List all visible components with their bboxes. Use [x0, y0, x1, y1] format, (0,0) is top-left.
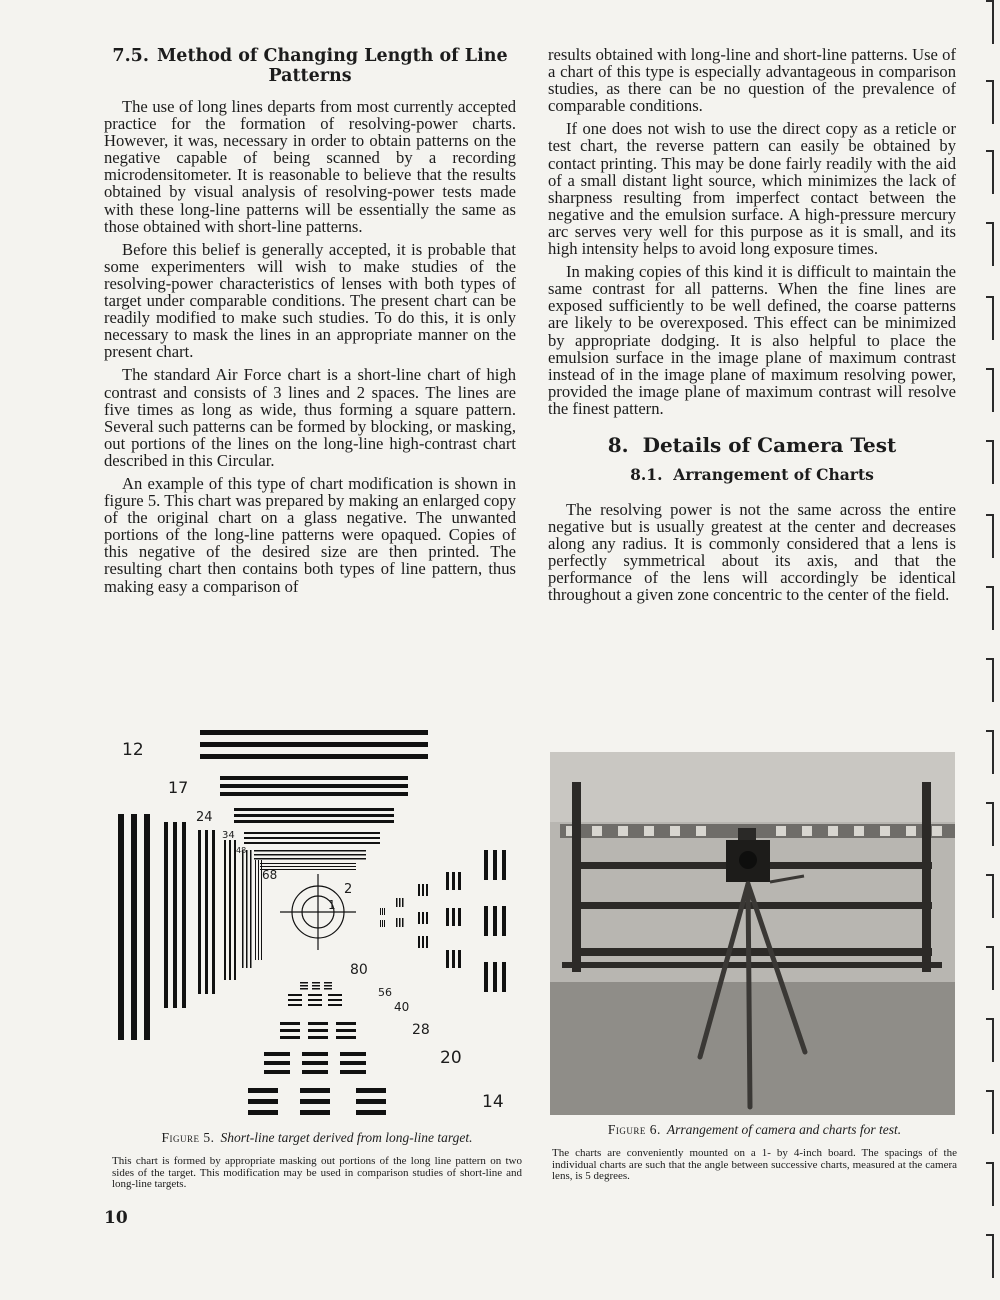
- right-column: [548, 46, 956, 610]
- binding-ring: [986, 1018, 994, 1062]
- camera-setup-photo: [550, 752, 955, 1115]
- section-title: Arrangement of Charts: [673, 464, 874, 484]
- pattern-label: 12: [122, 740, 144, 760]
- binding-ring: [986, 296, 994, 340]
- pattern-label: 56: [378, 986, 392, 999]
- figure-title: Short-line target derived from long-line target.: [220, 1130, 473, 1145]
- pattern-label: 2: [344, 882, 353, 897]
- binding-ring: [986, 222, 994, 266]
- figure-5-caption: [112, 1130, 522, 1146]
- figure-title: Arrangement of camera and charts for test.: [666, 1122, 902, 1137]
- binding-ring: [986, 874, 994, 918]
- pattern-label: 17: [168, 778, 189, 797]
- paragraph: Before this belief is generally accepted, it is probable that some experimenters will wish to make studies of the resolving-power characteristics of lenses with both types of target under comparable conditions. The present chart can be readily modified to make such studies. To do this, it is only necessary to mask the lines in an appropriate manner on the present chart.: [104, 239, 516, 362]
- section-8-heading: [548, 432, 956, 457]
- pattern-label: 34: [222, 830, 235, 841]
- paragraph: If one does not wish to use the direct copy as a reticle or test chart, the reverse pattern can easily be obtained by contact printing. This may be done fairly readily with the aid of a small distant light source, which minimizes the lack of sharpness resulting from imperfect contact between the negative and the emulsion surface. A high-pressure mercury arc serves very well for this purpose as it is small, and its high intensity helps to avoid long exposure times.: [548, 119, 956, 259]
- paragraph: The standard Air Force chart is a short-line chart of high contrast and consists of 3 lines and 2 spaces. The lines are five times as long as wide, thus forming a square pattern. Several such patterns can be formed by blocking, or masking, out portions of the lines on the long-line high-contrast chart described in this Circular.: [104, 365, 516, 470]
- section-number: 7.5.: [112, 46, 149, 66]
- spiral-binding: [982, 0, 1000, 1300]
- binding-ring: [986, 586, 994, 630]
- pattern-label: 1: [328, 898, 336, 912]
- binding-ring: [986, 1090, 994, 1134]
- binding-ring: [986, 440, 994, 484]
- pattern-label: 48: [236, 846, 247, 855]
- binding-ring: [986, 0, 994, 44]
- figure-5-target: [104, 722, 524, 1122]
- binding-ring: [986, 658, 994, 702]
- section-7-5-heading: [104, 46, 516, 86]
- section-number: 8.1.: [630, 464, 663, 484]
- figure-6-caption: [552, 1122, 957, 1138]
- section-8-1-heading: [548, 465, 956, 485]
- figure-label: Figure 6.: [607, 1122, 661, 1137]
- pattern-label: 68: [262, 868, 278, 882]
- figure-6-photo: [550, 752, 955, 1115]
- left-column: [104, 46, 516, 601]
- pattern-label: 40: [394, 1000, 410, 1014]
- figure-5-note: This chart is formed by appropriate masking out portions of the long line pattern on two sides of the target. This modification may be used in comparison studies of short-line and long-line targets.: [112, 1155, 522, 1190]
- section-title: Details of Camera Test: [642, 432, 897, 457]
- paragraph: In making copies of this kind it is difficult to maintain the same contrast for all patterns. When the fine lines are exposed sufficiently to be well defined, the coarse patterns are likely to be overexposed. This effect can be minimized by appropriate dodging. It is also helpful to place the emulsion surface in the image plane of maximum contrast instead of in the image plane of maximum resolving power, provided the image plane of maximum contrast will resolve the finest pattern.: [548, 262, 956, 418]
- section-number: 8.: [607, 432, 629, 457]
- figure-label: Figure 5.: [161, 1130, 215, 1145]
- binding-ring: [986, 80, 994, 124]
- binding-ring: [986, 730, 994, 774]
- paragraph: An example of this type of chart modification is shown in figure 5. This chart was prepared by making an enlarged copy of the original chart on a glass negative. The unwanted portions of the long-line patterns were opaqued. Copies of this negative of the desired size are then printed. The resulting chart then contains both types of line pattern, thus making easy a comparison of: [104, 473, 516, 596]
- pattern-label: 80: [350, 962, 368, 978]
- binding-ring: [986, 514, 994, 558]
- binding-ring: [986, 368, 994, 412]
- binding-ring: [986, 150, 994, 194]
- pattern-label: 28: [412, 1022, 430, 1038]
- section-title: Method of Changing Length of Line Patterns: [156, 46, 508, 86]
- pattern-label: 14: [482, 1092, 504, 1112]
- binding-ring: [986, 802, 994, 846]
- pattern-label: 20: [440, 1048, 462, 1068]
- pattern-label: 24: [196, 810, 213, 825]
- paragraph: results obtained with long-line and short-line patterns. Use of a chart of this type is especially advantageous in comparison studies, as there can be no question of the prevalence of comparable conditions.: [548, 45, 956, 116]
- paragraph: The use of long lines departs from most currently accepted practice for the formation of resolving-power charts. However, it was, necessary in order to obtain patterns on the negative capable of being scanned by a recording microdensitometer. It is reasonable to believe that the results obtained by visual analysis of resolving-power tests made with these long-line patterns will be essentially the same as those obtained with short-line patterns.: [104, 97, 516, 236]
- binding-ring: [986, 946, 994, 990]
- figure-6-note: The charts are conveniently mounted on a 1- by 4-inch board. The spacings of the individual charts are such that the angle between successive charts, measured at the camera lens, is 5 degrees.: [552, 1147, 957, 1182]
- binding-ring: [986, 1162, 994, 1206]
- page-number: 10: [104, 1208, 128, 1228]
- paragraph: The resolving power is not the same across the entire negative but is usually greatest at the center and decreases along any radius. It is commonly considered that a lens is perfectly symmetrical about its axis, and that the performance of the lens will accordingly be identical throughout a given zone concentric to the center of the field.: [548, 499, 956, 605]
- binding-ring: [986, 1234, 994, 1278]
